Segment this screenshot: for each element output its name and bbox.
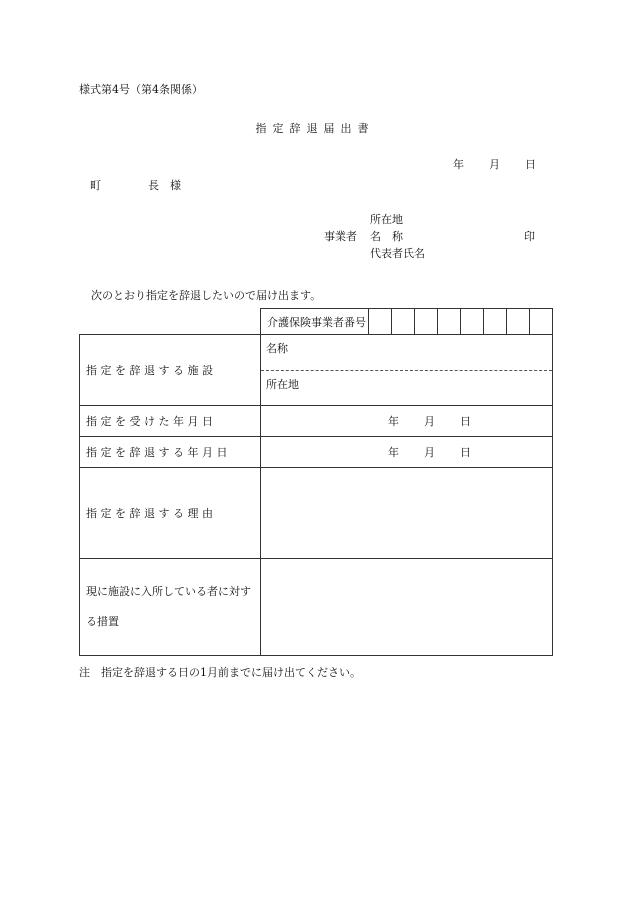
designated-date-field[interactable]	[261, 406, 553, 437]
applicant-representative-label: 代表者氏名	[370, 247, 425, 260]
withdrawal-form-table	[79, 308, 553, 656]
provider-digit-cell[interactable]	[392, 309, 415, 335]
facility-name-label: 名称	[261, 335, 552, 371]
seal-mark: 印	[524, 230, 535, 243]
date-day-label: 日	[525, 158, 536, 171]
date-day-label: 日	[460, 415, 471, 428]
facility-row	[80, 335, 553, 406]
addressee-suffix: 長 様	[148, 179, 181, 192]
provider-digit-cell[interactable]	[415, 309, 438, 335]
withdraw-date-label: 指 定 を 辞 退 す る 年 月 日	[80, 437, 261, 468]
applicant-location-label: 所在地	[370, 213, 403, 226]
designated-date-row	[80, 406, 553, 437]
footnote: 注 指定を辞退する日の1月前までに届け出てください。	[79, 666, 361, 679]
reason-label: 指 定 を 辞 退 す る 理 由	[80, 468, 261, 559]
measures-field[interactable]	[261, 559, 553, 656]
measures-row	[80, 559, 553, 656]
provider-number-row	[80, 309, 553, 335]
applicant-block	[324, 211, 535, 262]
reason-row	[80, 468, 553, 559]
document-title: 指定辞退届出書	[255, 122, 375, 135]
withdraw-date-row	[80, 437, 553, 468]
date-year-label: 年	[453, 158, 464, 171]
provider-digit-cell[interactable]	[369, 309, 392, 335]
date-month-label: 月	[489, 158, 500, 171]
applicant-group-label: 事業者	[324, 230, 357, 243]
applicant-name-label: 名 称	[370, 230, 403, 243]
designated-date-label: 指 定 を 受 け た 年 月 日	[80, 406, 261, 437]
date-month-label: 月	[424, 446, 435, 459]
withdraw-date-field[interactable]	[261, 437, 553, 468]
provider-digit-cell[interactable]	[530, 309, 553, 335]
provider-digit-cell[interactable]	[484, 309, 507, 335]
date-year-label: 年	[388, 415, 399, 428]
facility-label: 指 定 を 辞 退 す る 施 設	[80, 335, 261, 406]
provider-digit-cell[interactable]	[461, 309, 484, 335]
addressee-town: 町	[90, 179, 101, 192]
form-number: 様式第4号（第4条関係）	[79, 83, 203, 96]
facility-address-label: 所在地	[266, 378, 299, 391]
provider-digit-cell[interactable]	[438, 309, 461, 335]
date-day-label: 日	[460, 446, 471, 459]
provider-number-label: 介護保険事業者番号	[261, 309, 369, 335]
measures-label: 現に施設に入所している者に対する措置	[80, 559, 261, 656]
intro-text: 次のとおり指定を辞退したいので届け出ます。	[91, 289, 322, 302]
submission-date	[453, 156, 536, 172]
date-month-label: 月	[424, 415, 435, 428]
facility-field[interactable]	[261, 335, 553, 406]
date-year-label: 年	[388, 446, 399, 459]
addressee	[90, 177, 181, 193]
reason-field[interactable]	[261, 468, 553, 559]
provider-digit-cell[interactable]	[507, 309, 530, 335]
